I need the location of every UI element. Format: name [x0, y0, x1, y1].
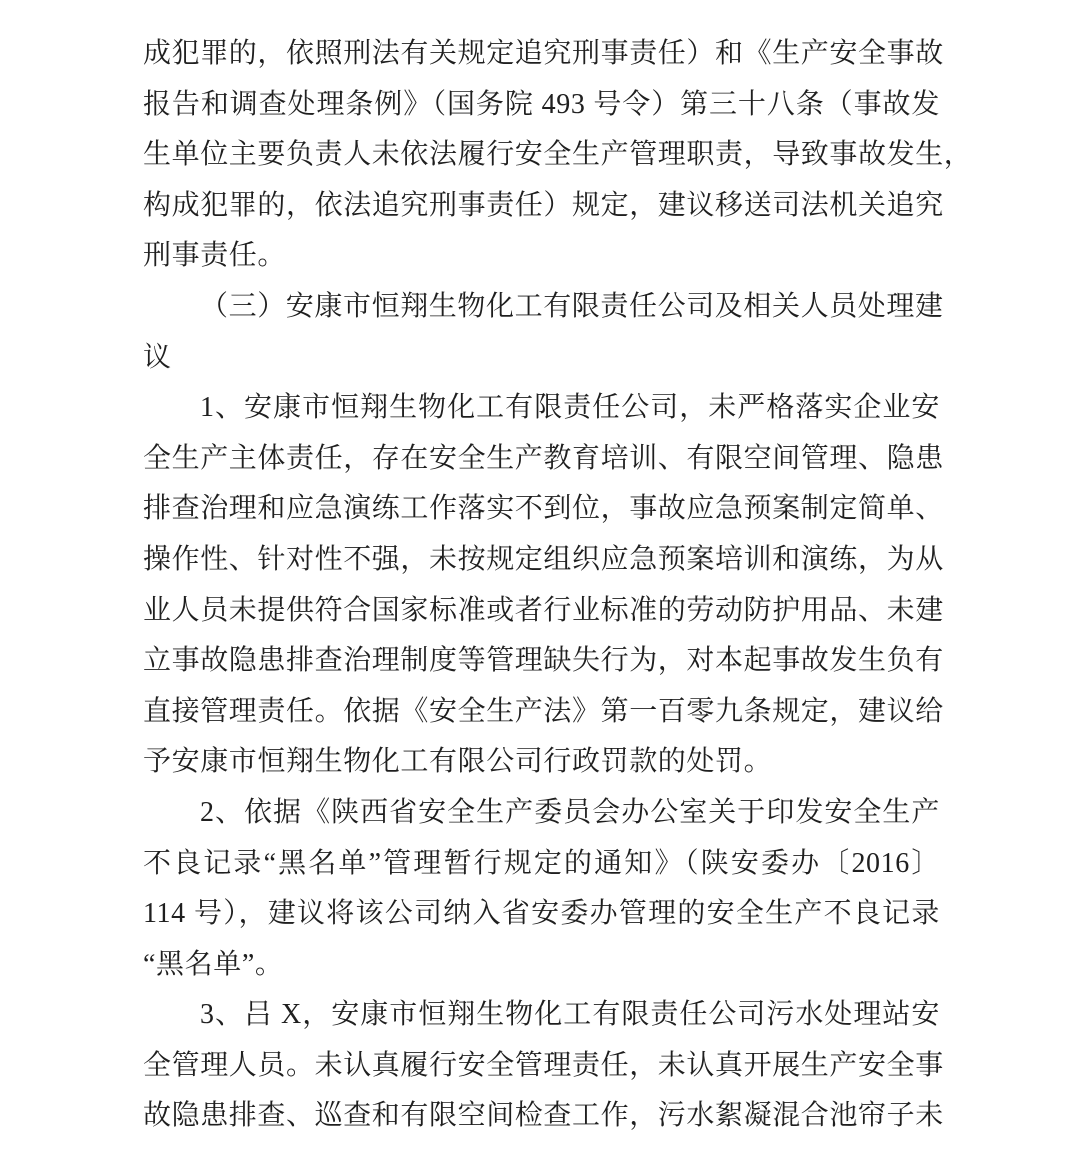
text-line: 3、吕 X，安康市恒翔生物化工有限责任公司污水处理站安 [200, 999, 940, 1031]
text-line: 操作性、针对性不强，未按规定组织应急预案培训和演练，为从 [143, 543, 944, 575]
text-line: 全管理人员。未认真履行安全管理责任，未认真开展生产安全事 [143, 1049, 944, 1081]
text-line: （三）安康市恒翔生物化工有限责任公司及相关人员处理建 [200, 290, 944, 322]
text-line: 全生产主体责任，存在安全生产教育培训、有限空间管理、隐患 [143, 442, 944, 474]
text-line: 不良记录“黑名单”管理暂行规定的通知》（陕安委办〔2016〕 [143, 847, 940, 879]
text-line: 排查治理和应急演练工作落实不到位，事故应急预案制定简单、 [143, 493, 944, 525]
text-line: 成犯罪的，依照刑法有关规定追究刑事责任）和《生产安全事故 [143, 38, 944, 69]
text-line: 生单位主要负责人未依法履行安全生产管理职责，导致事故发生， [143, 139, 973, 171]
text-line: 构成犯罪的，依法追究刑事责任）规定，建议移送司法机关追究 [143, 189, 944, 221]
text-line: 业人员未提供符合国家标准或者行业标准的劳动防护用品、未建 [143, 594, 944, 626]
text-line: 故隐患排查、巡查和有限空间检查工作，污水絮凝混合池帘子未 [143, 1100, 944, 1132]
text-line: 直接管理责任。依据《安全生产法》第一百零九条规定，建议给 [143, 695, 944, 727]
text-line: 114 号），建议将该公司纳入省安委办管理的安全生产不良记录 [143, 898, 940, 930]
text-line: 报告和调查处理条例》（国务院 493 号令）第三十八条（事故发 [143, 88, 940, 120]
text-line: 予安康市恒翔生物化工有限公司行政罚款的处罚。 [143, 746, 773, 778]
text-line: 刑事责任。 [143, 240, 287, 272]
text-line: 立事故隐患排查治理制度等管理缺失行为，对本起事故发生负有 [143, 645, 944, 677]
text-line: 1、安康市恒翔生物化工有限责任公司，未严格落实企业安 [200, 392, 940, 424]
text-line: “黑名单”。 [143, 948, 284, 980]
document-body [143, 29, 973, 1142]
text-line: 议 [143, 341, 172, 373]
text-line: 2、依据《陕西省安全生产委员会办公室关于印发安全生产 [200, 796, 940, 828]
